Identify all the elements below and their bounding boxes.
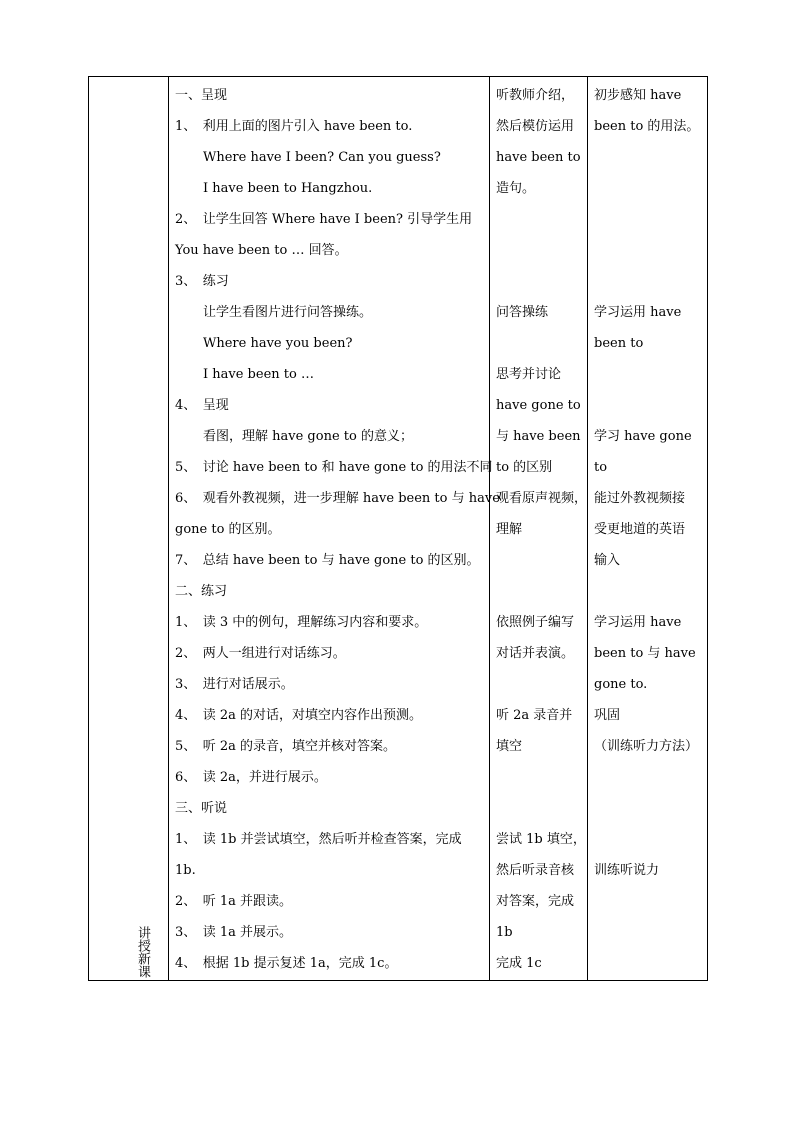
student-line: 1b [496,925,513,940]
purpose-line: （训练听力方法） [594,739,699,754]
content-line: 5、 讨论 have been to 和 have gone to 的用法不同 [175,460,493,475]
student-line: 思考并讨论 [496,367,562,382]
content-line: 6、 读 2a，并进行展示。 [175,770,327,785]
student-line: have gone to [496,398,581,413]
purpose-line: 受更地道的英语 [594,522,686,537]
content-line: 2、 让学生回答 Where have I been? 引导学生用 [175,212,473,227]
purpose-line: been to [594,336,644,351]
table-row [89,77,708,981]
content-line: Where have you been? [203,336,353,351]
student-line: 对话并表演。 [496,646,575,661]
purpose-line: 巩固 [594,708,621,723]
content-line: 4、 呈现 [175,398,229,413]
purpose-line: 学习 have gone [594,429,692,444]
student-line: 填空 [496,739,523,754]
heading-practice: 二、练习 [175,584,228,599]
content-line: 3、 练习 [175,274,229,289]
purpose-line: 训练听说力 [594,863,660,878]
lesson-plan-table [88,76,708,981]
student-line: 对答案，完成 [496,894,575,909]
student-line: 理解 [496,522,523,537]
student-line: 观看原声视频， [496,491,588,506]
content-line: 7、 总结 have been to 与 have gone to 的区别。 [175,553,480,568]
student-line: 听教师介绍， [496,88,575,103]
purpose-line: 能过外教视频接 [594,491,686,506]
purpose-line: 学习运用 have [594,615,682,630]
design-purpose-cell [588,77,708,981]
content-line: gone to 的区别。 [175,522,281,537]
student-line: 完成 1c [496,956,542,971]
purpose-line: been to 的用法。 [594,119,700,134]
student-line: 问答操练 [496,305,549,320]
content-line: 让学生看图片进行问答操练。 [203,305,373,320]
content-line: 1、 读 3 中的例句，理解练习内容和要求。 [175,615,428,630]
purpose-line: 输入 [594,553,621,568]
student-line: 造句。 [496,181,536,196]
heading-present: 一、呈现 [175,88,228,103]
section-label: 讲授新课 [135,926,150,978]
student-line: 与 have been [496,429,581,444]
purpose-line: to [594,460,608,475]
content-line: 3、 进行对话展示。 [175,677,294,692]
content-line: 5、 听 2a 的录音，填空并核对答案。 [175,739,397,754]
student-line: 听 2a 录音并 [496,708,573,723]
section-cell [89,77,169,981]
content-line: 4、 读 2a 的对话，对填空内容作出预测。 [175,708,423,723]
student-line: have been to [496,150,581,165]
student-line: 尝试 1b 填空， [496,832,586,847]
content-line: 4、 根据 1b 提示复述 1a，完成 1c。 [175,956,398,971]
student-line: 然后模仿运用 [496,119,575,134]
heading-listen-speak: 三、听说 [175,801,228,816]
purpose-line: 初步感知 have [594,88,682,103]
purpose-line: been to 与 have [594,646,696,661]
purpose-line: 学习运用 have [594,305,682,320]
content-line: 2、 两人一组进行对话练习。 [175,646,346,661]
content-line: 1、 读 1b 并尝试填空，然后听并检查答案，完成 [175,832,462,847]
student-line: 然后听录音核 [496,863,575,878]
content-line: 2、 听 1a 并跟读。 [175,894,293,909]
student-line: to 的区别 [496,460,553,475]
content-line: I have been to Hangzhou. [203,181,373,196]
content-line: 看图，理解 have gone to 的意义； [203,429,413,444]
content-line: I have been to … [203,367,314,382]
purpose-line: gone to. [594,677,648,692]
content-line: 1b. [175,863,196,878]
teaching-content-cell [169,77,500,981]
content-line: 3、 读 1a 并展示。 [175,925,293,940]
content-line: You have been to … 回答。 [175,243,348,258]
content-line: 1、 利用上面的图片引入 have been to. [175,119,413,134]
student-activity-cell [490,77,588,981]
content-line: Where have I been? Can you guess? [203,150,441,165]
content-line: 6、 观看外教视频，进一步理解 have been to 与 have [175,491,500,506]
student-line: 依照例子编写 [496,615,575,630]
